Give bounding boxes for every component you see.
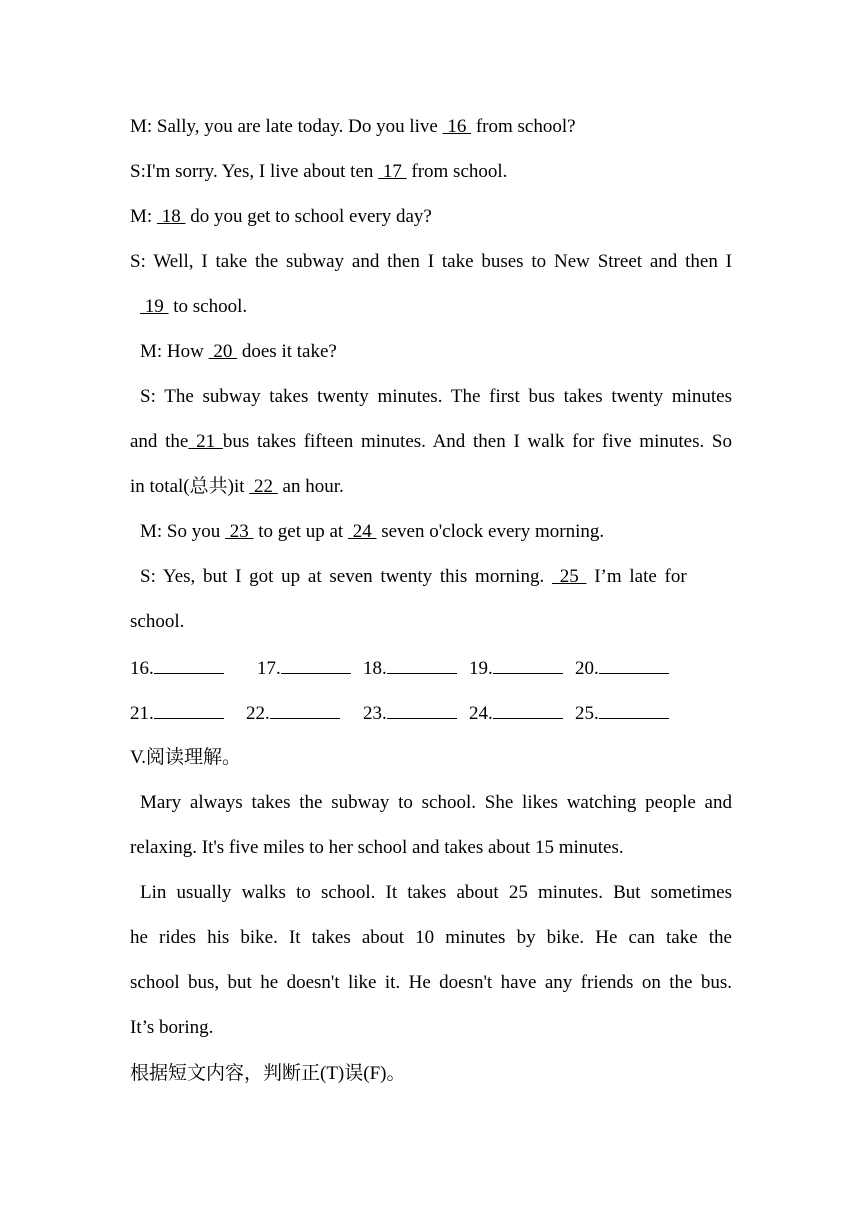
dialogue-line bbox=[130, 428, 732, 456]
answer-slot: 19. bbox=[469, 654, 563, 683]
dialogue-text: S:I'm sorry. Yes, I live about ten bbox=[130, 161, 379, 182]
answer-slot: 18. bbox=[363, 654, 457, 683]
dialogue-text: M: How bbox=[140, 341, 209, 362]
blank-20: 20 bbox=[208, 341, 238, 362]
dialogue-text: to get up at bbox=[253, 521, 348, 542]
blank-18: 18 bbox=[156, 206, 186, 227]
dialogue-text: S: Yes, but I got up at seven twenty this morning. bbox=[140, 566, 552, 587]
answer-slot: 16. bbox=[130, 654, 224, 683]
dialogue-line bbox=[130, 563, 732, 591]
dialogue-text: M: Sally, you are late today. Do you live bbox=[130, 116, 443, 137]
dialogue-line: school. bbox=[130, 611, 185, 632]
dialogue-text: does it take? bbox=[237, 341, 337, 362]
instruction-text: 根据短文内容，判断正(T)误(F)。 bbox=[130, 1063, 406, 1084]
reading-line: Mary always takes the subway to school. She likes watching people and bbox=[140, 792, 732, 813]
dialogue-text: I’m late for bbox=[586, 566, 687, 587]
dialogue-line: S: Well, I take the subway and then I take buses to New Street and then I bbox=[130, 251, 732, 272]
blank-16: 16 bbox=[442, 116, 472, 137]
blank-17: 17 bbox=[378, 161, 407, 182]
dialogue-text: seven o'clock every morning. bbox=[376, 521, 605, 542]
blank-19: 19 bbox=[140, 296, 169, 317]
dialogue-line bbox=[130, 113, 732, 141]
dialogue-line bbox=[130, 158, 732, 186]
dialogue-text: an hour. bbox=[277, 476, 344, 497]
answer-blank bbox=[154, 654, 224, 674]
answer-blank bbox=[270, 699, 340, 719]
dialogue-text: bus takes fifteen minutes. And then I walk for five minutes. So bbox=[222, 431, 733, 452]
answer-slot: 24. bbox=[469, 699, 563, 728]
answer-blank bbox=[387, 654, 457, 674]
answer-slot: 20. bbox=[575, 654, 669, 683]
answer-slot: 25. bbox=[575, 699, 669, 728]
answer-slot: 23. bbox=[363, 699, 457, 728]
blank-22: 22 bbox=[249, 476, 278, 497]
dialogue-line bbox=[130, 203, 732, 231]
blank-23: 23 bbox=[225, 521, 254, 542]
reading-line: It’s boring. bbox=[130, 1017, 214, 1038]
answer-blank bbox=[599, 654, 669, 674]
dialogue-text: do you get to school every day? bbox=[185, 206, 432, 227]
dialogue-text: from school? bbox=[471, 116, 576, 137]
answer-blank bbox=[493, 699, 563, 719]
answer-blank bbox=[387, 699, 457, 719]
dialogue-text: from school. bbox=[406, 161, 508, 182]
blank-21: 21 bbox=[188, 431, 223, 452]
answer-blank bbox=[154, 699, 224, 719]
answer-blank bbox=[281, 654, 351, 674]
blank-24: 24 bbox=[347, 521, 377, 542]
answer-slot: 22. bbox=[246, 699, 340, 728]
dialogue-text: in total(总共)it bbox=[130, 476, 250, 497]
dialogue-text: M: bbox=[130, 206, 157, 227]
section-heading: V.阅读理解。 bbox=[130, 747, 242, 768]
reading-line: Lin usually walks to school. It takes about 25 minutes. But sometimes bbox=[140, 882, 732, 903]
blank-25: 25 bbox=[551, 566, 587, 587]
reading-line: he rides his bike. It takes about 10 minutes by bike. He can take the bbox=[130, 927, 732, 948]
answer-blank bbox=[493, 654, 563, 674]
answer-row bbox=[130, 699, 730, 727]
reading-line: relaxing. It's five miles to her school and takes about 15 minutes. bbox=[130, 837, 624, 858]
answer-row bbox=[130, 654, 730, 682]
dialogue-line bbox=[130, 473, 732, 501]
dialogue-line bbox=[130, 518, 732, 546]
answer-slot: 21. bbox=[130, 699, 224, 728]
answer-slot: 17. bbox=[257, 654, 351, 683]
dialogue-text: and the bbox=[130, 431, 189, 452]
answer-blank bbox=[599, 699, 669, 719]
dialogue-line: S: The subway takes twenty minutes. The first bus takes twenty minutes bbox=[140, 386, 732, 407]
dialogue-line bbox=[130, 338, 732, 366]
dialogue-text: M: So you bbox=[140, 521, 225, 542]
reading-line: school bus, but he doesn't like it. He doesn't have any friends on the bus. bbox=[130, 972, 732, 993]
dialogue-text: to school. bbox=[168, 296, 248, 317]
dialogue-line bbox=[130, 293, 732, 321]
